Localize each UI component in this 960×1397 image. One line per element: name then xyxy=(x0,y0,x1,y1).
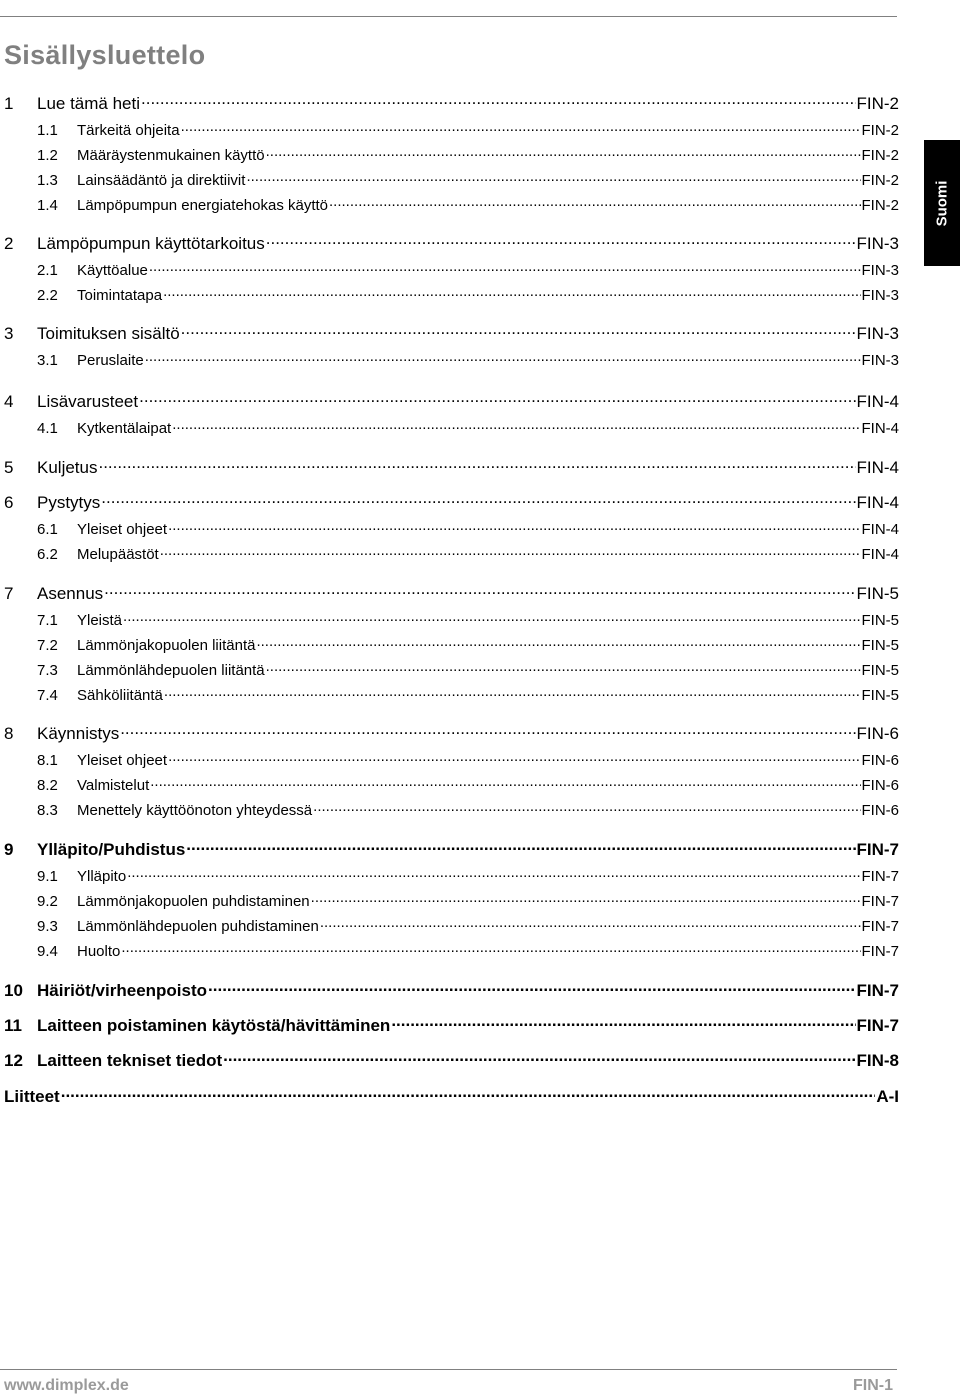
toc-dot-leader xyxy=(181,322,856,339)
toc-dot-leader xyxy=(150,775,860,790)
toc-page-number: FIN-6 xyxy=(861,802,899,819)
toc-chapter[interactable] xyxy=(4,582,899,604)
toc-title: Kuljetus xyxy=(37,458,98,477)
toc-title: Kytkentälaipat xyxy=(77,420,172,437)
toc-title: Asennus xyxy=(37,584,104,603)
toc-page-number: FIN-4 xyxy=(861,521,899,538)
toc-number: 9.3 xyxy=(37,918,58,935)
toc-dot-leader xyxy=(139,390,855,407)
toc-number: 10 xyxy=(4,981,23,1000)
toc-number: 8.1 xyxy=(37,752,58,769)
toc-section[interactable] xyxy=(4,685,899,704)
toc-chapter[interactable] xyxy=(4,491,899,513)
toc-title: Lue tämä heti xyxy=(37,94,141,113)
toc-dot-leader xyxy=(313,800,860,815)
toc-chapter[interactable] xyxy=(4,322,899,344)
toc-dot-leader xyxy=(164,685,861,700)
top-rule xyxy=(0,16,897,17)
toc-dot-leader xyxy=(266,660,861,675)
toc-page-number: FIN-5 xyxy=(861,662,899,679)
toc-section[interactable] xyxy=(4,891,899,910)
toc-number: 7.2 xyxy=(37,637,58,654)
toc-chapter[interactable] xyxy=(4,1049,899,1071)
toc-section[interactable] xyxy=(4,170,899,189)
toc-dot-leader xyxy=(311,891,861,906)
toc-page-number: FIN-3 xyxy=(861,287,899,304)
toc-number: 2.2 xyxy=(37,287,58,304)
toc-dot-leader xyxy=(172,418,860,433)
toc-page-number: FIN-7 xyxy=(856,840,899,859)
toc-page-number: FIN-5 xyxy=(856,584,899,603)
toc-dot-leader xyxy=(101,491,855,508)
toc-number: 1 xyxy=(4,94,14,113)
toc-title: Lämpöpumpun käyttötarkoitus xyxy=(37,234,265,253)
toc-title: Lämmönlähdepuolen puhdistaminen xyxy=(77,918,319,935)
toc-page-number: FIN-7 xyxy=(861,893,899,910)
toc-number: 6 xyxy=(4,493,14,512)
toc-section[interactable] xyxy=(4,350,899,369)
toc-title: Laitteen tekniset tiedot xyxy=(37,1051,223,1070)
toc-section[interactable] xyxy=(4,775,899,794)
toc-number: 9.2 xyxy=(37,893,58,910)
language-tab xyxy=(924,140,960,266)
toc-dot-leader xyxy=(121,941,860,956)
toc-dot-leader xyxy=(61,1085,876,1102)
toc-title: Lämmönjakopuolen liitäntä xyxy=(77,637,256,654)
language-tab-label: Suomi xyxy=(933,180,951,226)
toc-dot-leader xyxy=(246,170,860,185)
toc-page-number: FIN-8 xyxy=(856,1051,899,1070)
toc-dot-leader xyxy=(160,544,861,559)
toc-title: Käyttöalue xyxy=(77,262,148,279)
toc-page-number: FIN-7 xyxy=(861,918,899,935)
toc-title: Peruslaite xyxy=(77,352,144,369)
toc-section[interactable] xyxy=(4,800,899,819)
toc-page-number: FIN-7 xyxy=(861,943,899,960)
toc-dot-leader xyxy=(145,350,861,365)
toc-number: 9 xyxy=(4,840,14,859)
toc-page-number: FIN-2 xyxy=(861,197,899,214)
toc-page-number: FIN-4 xyxy=(856,493,899,512)
toc-title: Liitteet xyxy=(4,1087,60,1106)
toc-title: Määräystenmukainen käyttö xyxy=(77,147,265,164)
toc-title: Käynnistys xyxy=(37,724,120,743)
toc-section[interactable] xyxy=(4,418,899,437)
toc-title: Lainsäädäntö ja direktiivit xyxy=(77,172,246,189)
toc-page-number: FIN-4 xyxy=(861,546,899,563)
toc-dot-leader xyxy=(168,519,860,534)
footer-url: www.dimplex.de xyxy=(4,1377,129,1394)
toc-page-number: FIN-3 xyxy=(856,324,899,343)
toc-number: 3 xyxy=(4,324,14,343)
toc-number: 6.2 xyxy=(37,546,58,563)
toc-page-number: FIN-4 xyxy=(856,458,899,477)
toc-chapter[interactable] xyxy=(4,456,899,478)
toc-page-number: FIN-6 xyxy=(861,777,899,794)
page-title: Sisällysluettelo xyxy=(4,40,206,70)
toc-dot-leader xyxy=(120,722,855,739)
toc-title: Toimituksen sisältö xyxy=(37,324,180,343)
toc-section[interactable] xyxy=(4,195,899,214)
toc-section[interactable] xyxy=(4,916,899,935)
toc-page-number: FIN-2 xyxy=(861,147,899,164)
toc-page-number: FIN-5 xyxy=(861,687,899,704)
toc-title: Melupäästöt xyxy=(77,546,159,563)
toc-title: Lämpöpumpun energiatehokas käyttö xyxy=(77,197,329,214)
toc-title: Sähköliitäntä xyxy=(77,687,163,704)
toc-number: 12 xyxy=(4,1051,23,1070)
toc-title: Ylläpito xyxy=(77,868,127,885)
toc-dot-leader xyxy=(256,635,860,650)
toc-title: Toimintatapa xyxy=(77,287,163,304)
toc-number: 9.4 xyxy=(37,943,58,960)
toc-dot-leader xyxy=(391,1014,855,1031)
toc-dot-leader xyxy=(186,838,855,855)
toc-number: 9.1 xyxy=(37,868,58,885)
toc-title: Menettely käyttöönoton yhteydessä xyxy=(77,802,313,819)
toc-title: Pystytys xyxy=(37,493,101,512)
toc-page-number: A-I xyxy=(876,1087,899,1106)
toc-section[interactable] xyxy=(4,519,899,538)
toc-page-number: FIN-7 xyxy=(861,868,899,885)
toc-number: 7.4 xyxy=(37,687,58,704)
toc-page-number: FIN-4 xyxy=(861,420,899,437)
toc-title: Yleiset ohjeet xyxy=(77,521,168,538)
toc-number: 11 xyxy=(4,1016,22,1035)
toc-title: Tärkeitä ohjeita xyxy=(77,122,180,139)
footer-page-number: FIN-1 xyxy=(853,1377,893,1394)
toc-dot-leader xyxy=(163,285,860,300)
toc-page-number: FIN-4 xyxy=(856,392,899,411)
toc-number: 7 xyxy=(4,584,14,603)
toc-title: Valmistelut xyxy=(77,777,150,794)
toc-chapter[interactable] xyxy=(4,722,899,744)
toc-title: Häiriöt/virheenpoisto xyxy=(37,981,208,1000)
toc-page-number: FIN-7 xyxy=(856,981,899,1000)
toc-chapter[interactable] xyxy=(4,232,899,254)
toc-dot-leader xyxy=(104,582,855,599)
toc-chapter[interactable] xyxy=(4,92,899,114)
toc-title: Lisävarusteet xyxy=(37,392,139,411)
toc-page-number: FIN-2 xyxy=(861,172,899,189)
toc-number: 4 xyxy=(4,392,14,411)
toc-dot-leader xyxy=(266,232,856,249)
toc-number: 2 xyxy=(4,234,14,253)
toc-number: 7.1 xyxy=(37,612,58,629)
toc-page-number: FIN-2 xyxy=(856,94,899,113)
toc-number: 3.1 xyxy=(37,352,58,369)
toc-section[interactable] xyxy=(4,610,899,629)
toc-number: 6.1 xyxy=(37,521,58,538)
toc-section[interactable] xyxy=(4,635,899,654)
toc-chapter[interactable] xyxy=(4,838,899,860)
toc-number: 1.2 xyxy=(37,147,58,164)
toc-section[interactable] xyxy=(4,145,899,164)
toc-dot-leader xyxy=(168,750,860,765)
toc-page-number: FIN-3 xyxy=(861,262,899,279)
toc-number: 4.1 xyxy=(37,420,58,437)
toc-page-number: FIN-7 xyxy=(856,1016,899,1035)
toc-number: 7.3 xyxy=(37,662,58,679)
toc-title: Ylläpito/Puhdistus xyxy=(37,840,186,859)
toc-number: 1.3 xyxy=(37,172,58,189)
toc-page-number: FIN-5 xyxy=(861,612,899,629)
toc-number: 1.1 xyxy=(37,122,58,139)
toc-page-number: FIN-5 xyxy=(861,637,899,654)
toc-dot-leader xyxy=(329,195,860,210)
toc-chapter[interactable] xyxy=(4,979,899,1001)
toc-page-number: FIN-3 xyxy=(856,234,899,253)
toc-chapter[interactable] xyxy=(4,390,899,412)
toc-dot-leader xyxy=(266,145,861,160)
toc-dot-leader xyxy=(123,610,860,625)
toc-page-number: FIN-2 xyxy=(861,122,899,139)
toc-title: Lämmönjakopuolen puhdistaminen xyxy=(77,893,310,910)
toc-title: Laitteen poistaminen käytöstä/hävittäminen xyxy=(37,1016,391,1035)
toc-section[interactable] xyxy=(4,660,899,679)
toc-number: 8.2 xyxy=(37,777,58,794)
toc-section[interactable] xyxy=(4,544,899,563)
toc-number: 5 xyxy=(4,458,14,477)
toc-section[interactable] xyxy=(4,285,899,304)
toc-number: 8.3 xyxy=(37,802,58,819)
toc-title: Lämmönlähdepuolen liitäntä xyxy=(77,662,265,679)
toc-dot-leader xyxy=(223,1049,855,1066)
toc-dot-leader xyxy=(208,979,855,996)
toc-number: 1.4 xyxy=(37,197,58,214)
toc-title: Yleiset ohjeet xyxy=(77,752,168,769)
toc-number: 2.1 xyxy=(37,262,58,279)
toc-page-number: FIN-6 xyxy=(856,724,899,743)
bottom-rule xyxy=(0,1369,897,1370)
toc-page-number: FIN-6 xyxy=(861,752,899,769)
toc-chapter[interactable] xyxy=(4,1085,899,1107)
toc-dot-leader xyxy=(141,92,855,109)
toc-dot-leader xyxy=(98,456,855,473)
toc-title: Huolto xyxy=(77,943,121,960)
toc-title: Yleistä xyxy=(77,612,123,629)
toc-section[interactable] xyxy=(4,120,899,139)
toc-chapter[interactable] xyxy=(4,1014,899,1036)
toc-page-number: FIN-3 xyxy=(861,352,899,369)
toc-dot-leader xyxy=(181,120,861,135)
toc-section[interactable] xyxy=(4,941,899,960)
toc-dot-leader xyxy=(127,866,860,881)
toc-dot-leader xyxy=(320,916,861,931)
toc-section[interactable] xyxy=(4,750,899,769)
toc-number: 8 xyxy=(4,724,14,743)
toc-section[interactable] xyxy=(4,866,899,885)
toc-dot-leader xyxy=(149,260,861,275)
toc-section[interactable] xyxy=(4,260,899,279)
